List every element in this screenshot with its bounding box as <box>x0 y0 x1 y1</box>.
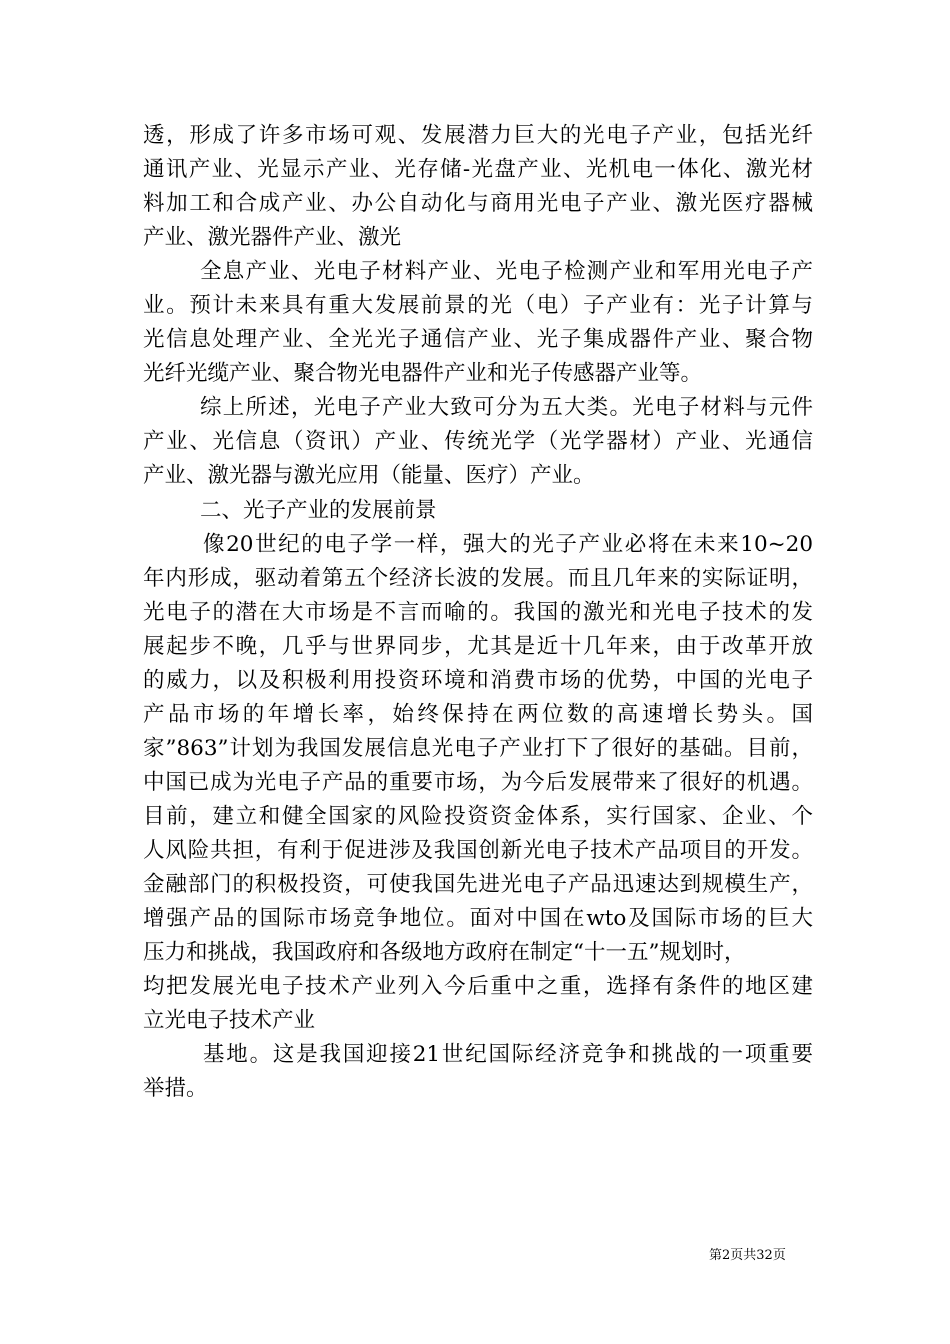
text-line: 举措。 <box>143 1076 208 1102</box>
text-line: 产业、激光器与激光应用（能量、医疗）产业。 <box>143 463 595 489</box>
text-line: 产业、激光器件产业、激光 <box>143 225 402 251</box>
text-line: 产品市场的年增长率，始终保持在两位数的高速增长势头。国 <box>143 701 813 727</box>
text-line: 均把发展光电子技术产业列入今后重中之重，选择有条件的地区建 <box>143 974 813 1000</box>
text-line: 的威力，以及积极利用投资环境和消费市场的优势，中国的光电子 <box>143 667 813 693</box>
text-line: 像20世纪的电子学一样，强大的光子产业必将在未来10~20 <box>203 531 813 557</box>
text-line: 业。预计未来具有重大发展前景的光（电）子产业有：光子计算与 <box>143 293 813 319</box>
text-line: 光信息处理产业、全光光子通信产业、光子集成器件产业、聚合物 <box>143 327 813 353</box>
text-line: 料加工和合成产业、办公自动化与商用光电子产业、激光医疗器械 <box>143 191 813 217</box>
text-line: 压力和挑战，我国政府和各级地方政府在制定“十一五”规划时， <box>143 940 746 966</box>
text-line: 产业、光信息（资讯）产业、传统光学（光学器材）产业、光通信 <box>143 429 813 455</box>
text-line: 增强产品的国际市场竞争地位。面对中国在wto及国际市场的巨大 <box>143 906 813 932</box>
text-line: 家”863”计划为我国发展信息光电子产业打下了很好的基础。目前， <box>143 735 813 761</box>
text-line: 光纤光缆产业、聚合物光电器件产业和光子传感器产业等。 <box>143 361 703 387</box>
text-line: 年内形成，驱动着第五个经济长波的发展。而且几年来的实际证明， <box>143 565 813 591</box>
text-line: 综上所述，光电子产业大致可分为五大类。光电子材料与元件 <box>200 395 813 421</box>
page-number: 第2页共32页 <box>709 1248 786 1263</box>
body-text <box>143 119 813 1106</box>
text-line: 立光电子技术产业 <box>143 1008 316 1034</box>
text-line: 基地。这是我国迎接21世纪国际经济竞争和挑战的一项重要 <box>203 1042 813 1068</box>
text-line: 透，形成了许多市场可观、发展潜力巨大的光电子产业，包括光纤 <box>143 123 813 148</box>
text-line: 通讯产业、光显示产业、光存储-光盘产业、光机电一体化、激光材 <box>143 157 813 183</box>
text-line: 光电子的潜在大市场是不言而喻的。我国的激光和光电子技术的发 <box>143 599 813 625</box>
text-line: 展起步不晚，几乎与世界同步，尤其是近十几年来，由于改革开放 <box>143 633 813 659</box>
text-line: 全息产业、光电子材料产业、光电子检测产业和军用光电子产 <box>200 259 813 285</box>
text-line: 目前，建立和健全国家的风险投资资金体系，实行国家、企业、个 <box>143 803 813 829</box>
text-line: 金融部门的积极投资，可使我国先进光电子产品迅速达到规模生产， <box>143 872 813 898</box>
text-line: 中国已成为光电子产品的重要市场，为今后发展带来了很好的机遇。 <box>143 769 813 795</box>
section-heading: 二、光子产业的发展前景 <box>200 497 437 523</box>
text-line: 人风险共担，有利于促进涉及我国创新光电子技术产品项目的开发。 <box>143 837 813 863</box>
